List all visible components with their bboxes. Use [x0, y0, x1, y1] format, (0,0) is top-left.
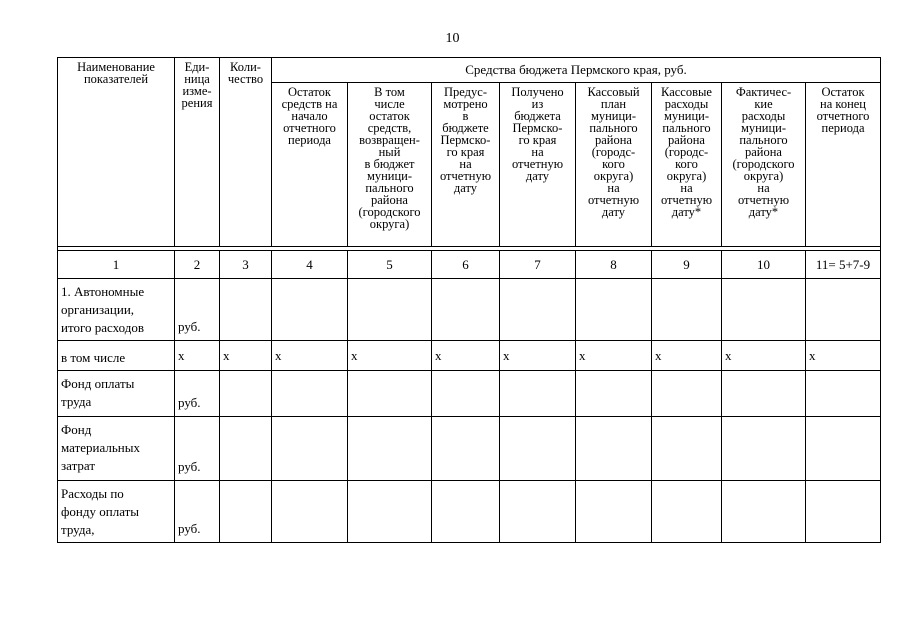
row-unit: руб.: [175, 481, 220, 543]
column-number: 8: [576, 251, 652, 279]
table-cell: [432, 481, 500, 543]
header-line: показателей: [83, 72, 149, 86]
column-number: 1: [58, 251, 175, 279]
header-line: дату*: [748, 205, 779, 219]
table-cell: [500, 371, 576, 417]
table-cell: [576, 481, 652, 543]
header-line: отчетную: [587, 193, 640, 207]
header-sub-4: [272, 83, 348, 247]
column-number: 9: [652, 251, 722, 279]
table-cell: [432, 417, 500, 481]
row-name: [58, 417, 175, 481]
header-sub-7: [500, 83, 576, 247]
table-cell: [348, 371, 432, 417]
header-line: расходы: [741, 109, 786, 123]
header-line: отчетную: [511, 157, 564, 171]
header-line: на: [680, 181, 693, 195]
header-line: го края: [518, 133, 557, 147]
table-cell: [272, 279, 348, 341]
row-unit: руб.: [175, 279, 220, 341]
table-cell: [576, 417, 652, 481]
row-name-line: затрат: [61, 458, 96, 473]
header-line: в бюджет: [364, 157, 415, 171]
table-cell: [576, 279, 652, 341]
table-cell: [722, 279, 806, 341]
row-name-line: Расходы по: [61, 486, 124, 501]
row-name-line: Фонд оплаты: [61, 376, 135, 391]
table-cell: [272, 417, 348, 481]
header-line: остаток: [369, 109, 410, 123]
header-line: Остаток: [821, 85, 865, 99]
header-budget-group: Средства бюджета Пермского края, руб.: [272, 58, 881, 83]
row-name-line: труда,: [61, 522, 95, 537]
table-cell: [652, 481, 722, 543]
header-line: пального: [589, 121, 638, 135]
header-line: числе: [374, 97, 405, 111]
table-cell: [806, 279, 881, 341]
table-cell: [652, 417, 722, 481]
header-line: дату: [453, 181, 478, 195]
header-line: отчетную: [439, 169, 492, 183]
header-line: (городс-: [591, 145, 636, 159]
header-quantity: [220, 58, 272, 247]
row-name: [58, 481, 175, 543]
table-cell: [220, 417, 272, 481]
row-name-line: в том числе: [61, 349, 126, 365]
header-sub-8: [576, 83, 652, 247]
header-line: Фактичес-: [735, 85, 792, 99]
header-line: Кассовый: [587, 85, 640, 99]
row-name: [58, 279, 175, 341]
header-line: муници-: [366, 169, 413, 183]
header-line: Пермско-: [512, 121, 563, 135]
header-line: мотрено: [443, 97, 488, 111]
header-line: отчетного: [283, 121, 336, 135]
header-sub-6: [432, 83, 500, 247]
header-line: Кассовые: [661, 85, 712, 99]
column-number: 4: [272, 251, 348, 279]
table-cell: [500, 279, 576, 341]
header-line: Остаток: [287, 85, 332, 99]
table-cell: [348, 279, 432, 341]
header-line: на: [531, 145, 544, 159]
table-row: [58, 279, 881, 341]
row-name-line: 1. Автономные: [61, 284, 145, 299]
table-cell: [272, 371, 348, 417]
header-line: Пермско-: [440, 133, 491, 147]
header-line: кие: [754, 97, 773, 111]
header-line: начало: [291, 109, 328, 123]
table-cell: [806, 481, 881, 543]
table-cell: [652, 279, 722, 341]
row-name-line: итого расходов: [61, 320, 144, 335]
header-line: отчетную: [737, 193, 790, 207]
header-line: района: [371, 193, 408, 207]
header-line: Получено: [511, 85, 564, 99]
table-cell: x: [272, 341, 348, 371]
header-line: на: [459, 157, 472, 171]
table-cell: x: [722, 341, 806, 371]
header-sub-11: [806, 83, 881, 247]
header-line: чество: [227, 72, 264, 86]
header-line: на: [607, 181, 620, 195]
header-row: [58, 58, 881, 83]
table-cell: [432, 279, 500, 341]
header-line: изме-: [182, 84, 212, 98]
table-cell: x: [432, 341, 500, 371]
column-number-row: [58, 251, 881, 279]
header-line: кого: [675, 157, 698, 171]
header-line: (городс-: [664, 145, 709, 159]
header-sub-9: [652, 83, 722, 247]
table-row: [58, 341, 881, 371]
table-cell: [500, 481, 576, 543]
header-line: округа): [369, 217, 410, 231]
header-line: го края: [446, 145, 485, 159]
header-line: района: [668, 133, 705, 147]
row-name-line: труда: [61, 394, 92, 409]
table-cell: [348, 481, 432, 543]
header-line: ный: [378, 145, 401, 159]
table-cell: [806, 371, 881, 417]
header-line: отчетную: [660, 193, 713, 207]
header-line: на: [757, 181, 770, 195]
row-name-line: организации,: [61, 302, 135, 317]
column-number: 2: [175, 251, 220, 279]
row-unit: x: [175, 341, 220, 371]
header-line: из: [531, 97, 544, 111]
header-line: возвращен-: [359, 133, 420, 147]
table-cell: x: [348, 341, 432, 371]
table-cell: [722, 417, 806, 481]
header-line: рения: [181, 96, 213, 110]
table-cell: [722, 481, 806, 543]
table-cell: [348, 417, 432, 481]
header-line: средств,: [367, 121, 412, 135]
table-cell: x: [652, 341, 722, 371]
table-cell: x: [806, 341, 881, 371]
column-number: 6: [432, 251, 500, 279]
header-line: план: [600, 97, 627, 111]
column-number: 3: [220, 251, 272, 279]
header-line: дату: [601, 205, 626, 219]
header-line: бюджете: [442, 121, 489, 135]
row-unit: руб.: [175, 371, 220, 417]
table-cell: [220, 279, 272, 341]
header-line: муници-: [663, 109, 710, 123]
page-number: 10: [445, 31, 460, 46]
table-cell: [722, 371, 806, 417]
column-number: 5: [348, 251, 432, 279]
table-cell: x: [576, 341, 652, 371]
header-unit: [175, 58, 220, 247]
row-name-line: фонду оплаты: [61, 504, 140, 519]
header-line: (городского: [358, 205, 421, 219]
table-cell: [500, 417, 576, 481]
row-name: [58, 341, 175, 371]
table-row: [58, 417, 881, 481]
table-row: [58, 371, 881, 417]
header-line: в: [462, 109, 469, 123]
table-cell: [806, 417, 881, 481]
header-line: периода: [288, 133, 331, 147]
header-line: Коли-: [230, 60, 261, 74]
header-line: расходы: [664, 97, 709, 111]
table-cell: [220, 371, 272, 417]
header-line: муници-: [590, 109, 637, 123]
header-name: [58, 58, 175, 247]
header-line: дату*: [671, 205, 702, 219]
report-table: [57, 57, 881, 543]
row-name-line: Фонд: [61, 422, 92, 437]
header-line: периода: [821, 121, 865, 135]
header-line: на конец: [820, 97, 866, 111]
header-line: района: [745, 145, 782, 159]
header-line: района: [595, 133, 632, 147]
header-line: средств на: [281, 97, 338, 111]
header-line: Предус-: [444, 85, 487, 99]
header-line: Еди-: [184, 60, 210, 74]
header-line: бюджета: [514, 109, 561, 123]
header-line: дату: [525, 169, 550, 183]
column-number: 7: [500, 251, 576, 279]
header-sub-10: [722, 83, 806, 247]
header-line: округа): [593, 169, 634, 183]
table-cell: [576, 371, 652, 417]
header-line: кого: [602, 157, 625, 171]
row-name-line: материальных: [61, 440, 140, 455]
header-line: отчетного: [816, 109, 870, 123]
header-line: пального: [662, 121, 711, 135]
table-cell: x: [500, 341, 576, 371]
header-line: ница: [184, 72, 210, 86]
table-cell: x: [220, 341, 272, 371]
header-line: округа): [666, 169, 707, 183]
table-cell: [220, 481, 272, 543]
table-cell: [432, 371, 500, 417]
header-line: пального: [739, 133, 788, 147]
table-cell: [272, 481, 348, 543]
header-line: В том: [374, 85, 405, 99]
header-sub-5: [348, 83, 432, 247]
header-line: Наименование: [77, 60, 155, 74]
column-number: 11= 5+7-9: [806, 251, 881, 279]
column-number: 10: [722, 251, 806, 279]
row-unit: руб.: [175, 417, 220, 481]
table-cell: [652, 371, 722, 417]
header-line: (городского: [732, 157, 795, 171]
row-name: [58, 371, 175, 417]
header-line: округа): [743, 169, 784, 183]
header-line: пального: [365, 181, 414, 195]
header-line: муници-: [740, 121, 787, 135]
table-row: [58, 481, 881, 543]
